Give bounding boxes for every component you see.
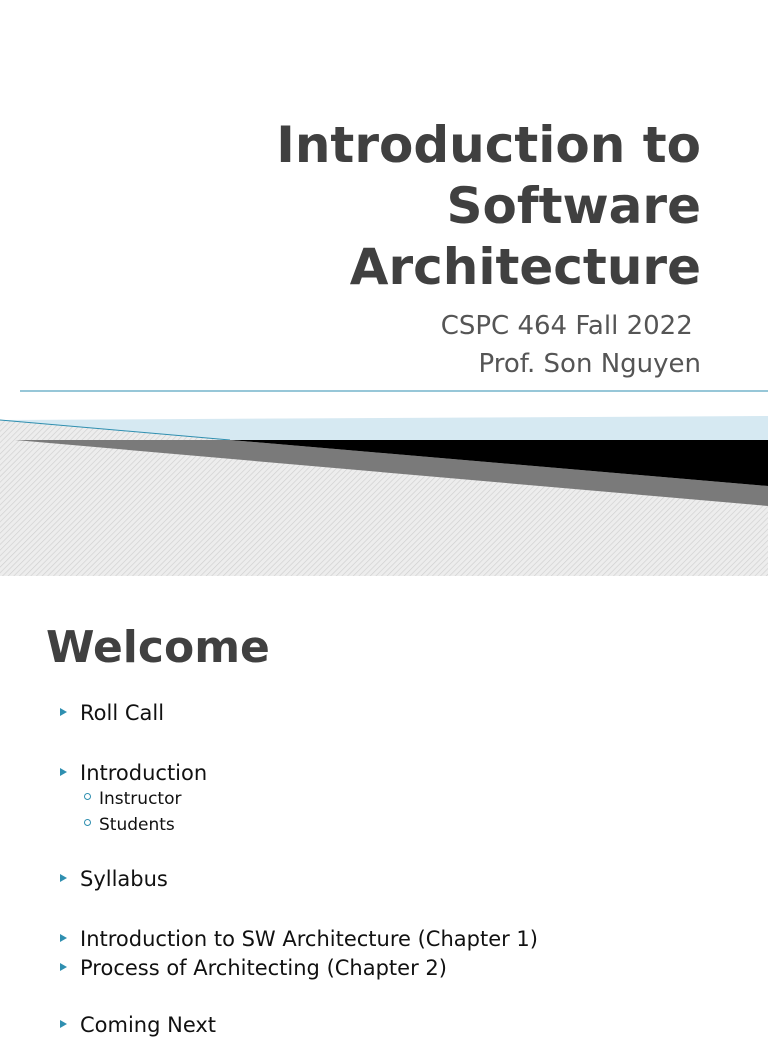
sub-bullet-instructor bbox=[84, 787, 181, 811]
subtitle-instructor: Prof. Son Nguyen bbox=[478, 349, 701, 379]
welcome-heading: Welcome bbox=[46, 622, 270, 673]
slide-title bbox=[81, 115, 701, 298]
sub-bullet-circle-icon bbox=[84, 819, 91, 826]
bullet-arrow-icon bbox=[60, 934, 67, 942]
bullet-syllabus bbox=[60, 865, 168, 893]
bullet-label: Process of Architecting (Chapter 2) bbox=[80, 956, 447, 980]
sub-bullet-label: Instructor bbox=[99, 789, 182, 809]
bullet-label: Introduction bbox=[80, 761, 208, 785]
bullet-chapter-2 bbox=[60, 954, 447, 982]
bullet-label: Coming Next bbox=[80, 1013, 217, 1037]
bullet-label: Roll Call bbox=[80, 701, 165, 725]
sub-bullet-students bbox=[84, 813, 175, 837]
bullet-arrow-icon bbox=[60, 708, 67, 716]
bullet-roll-call bbox=[60, 699, 164, 727]
bullet-introduction bbox=[60, 759, 207, 787]
welcome-slide bbox=[0, 576, 768, 1037]
bullet-arrow-icon bbox=[60, 1020, 67, 1028]
title-line-3: Architecture bbox=[349, 238, 701, 296]
slide-subtitle bbox=[81, 307, 701, 383]
bullet-label: Syllabus bbox=[80, 867, 168, 891]
bullet-arrow-icon bbox=[60, 874, 67, 882]
bullet-chapter-1 bbox=[60, 925, 538, 953]
bullet-arrow-icon bbox=[60, 963, 67, 971]
title-line-1: Introduction to bbox=[276, 116, 701, 174]
sub-bullet-label: Students bbox=[99, 815, 175, 835]
bullet-coming-next bbox=[60, 1011, 216, 1039]
sub-bullet-circle-icon bbox=[84, 793, 91, 800]
decorative-bands bbox=[0, 380, 768, 576]
title-line-2: Software bbox=[446, 177, 701, 235]
bullet-arrow-icon bbox=[60, 768, 67, 776]
subtitle-course: CSPC 464 Fall 2022 bbox=[440, 311, 701, 341]
bullet-label: Introduction to SW Architecture (Chapter 1) bbox=[80, 927, 538, 951]
